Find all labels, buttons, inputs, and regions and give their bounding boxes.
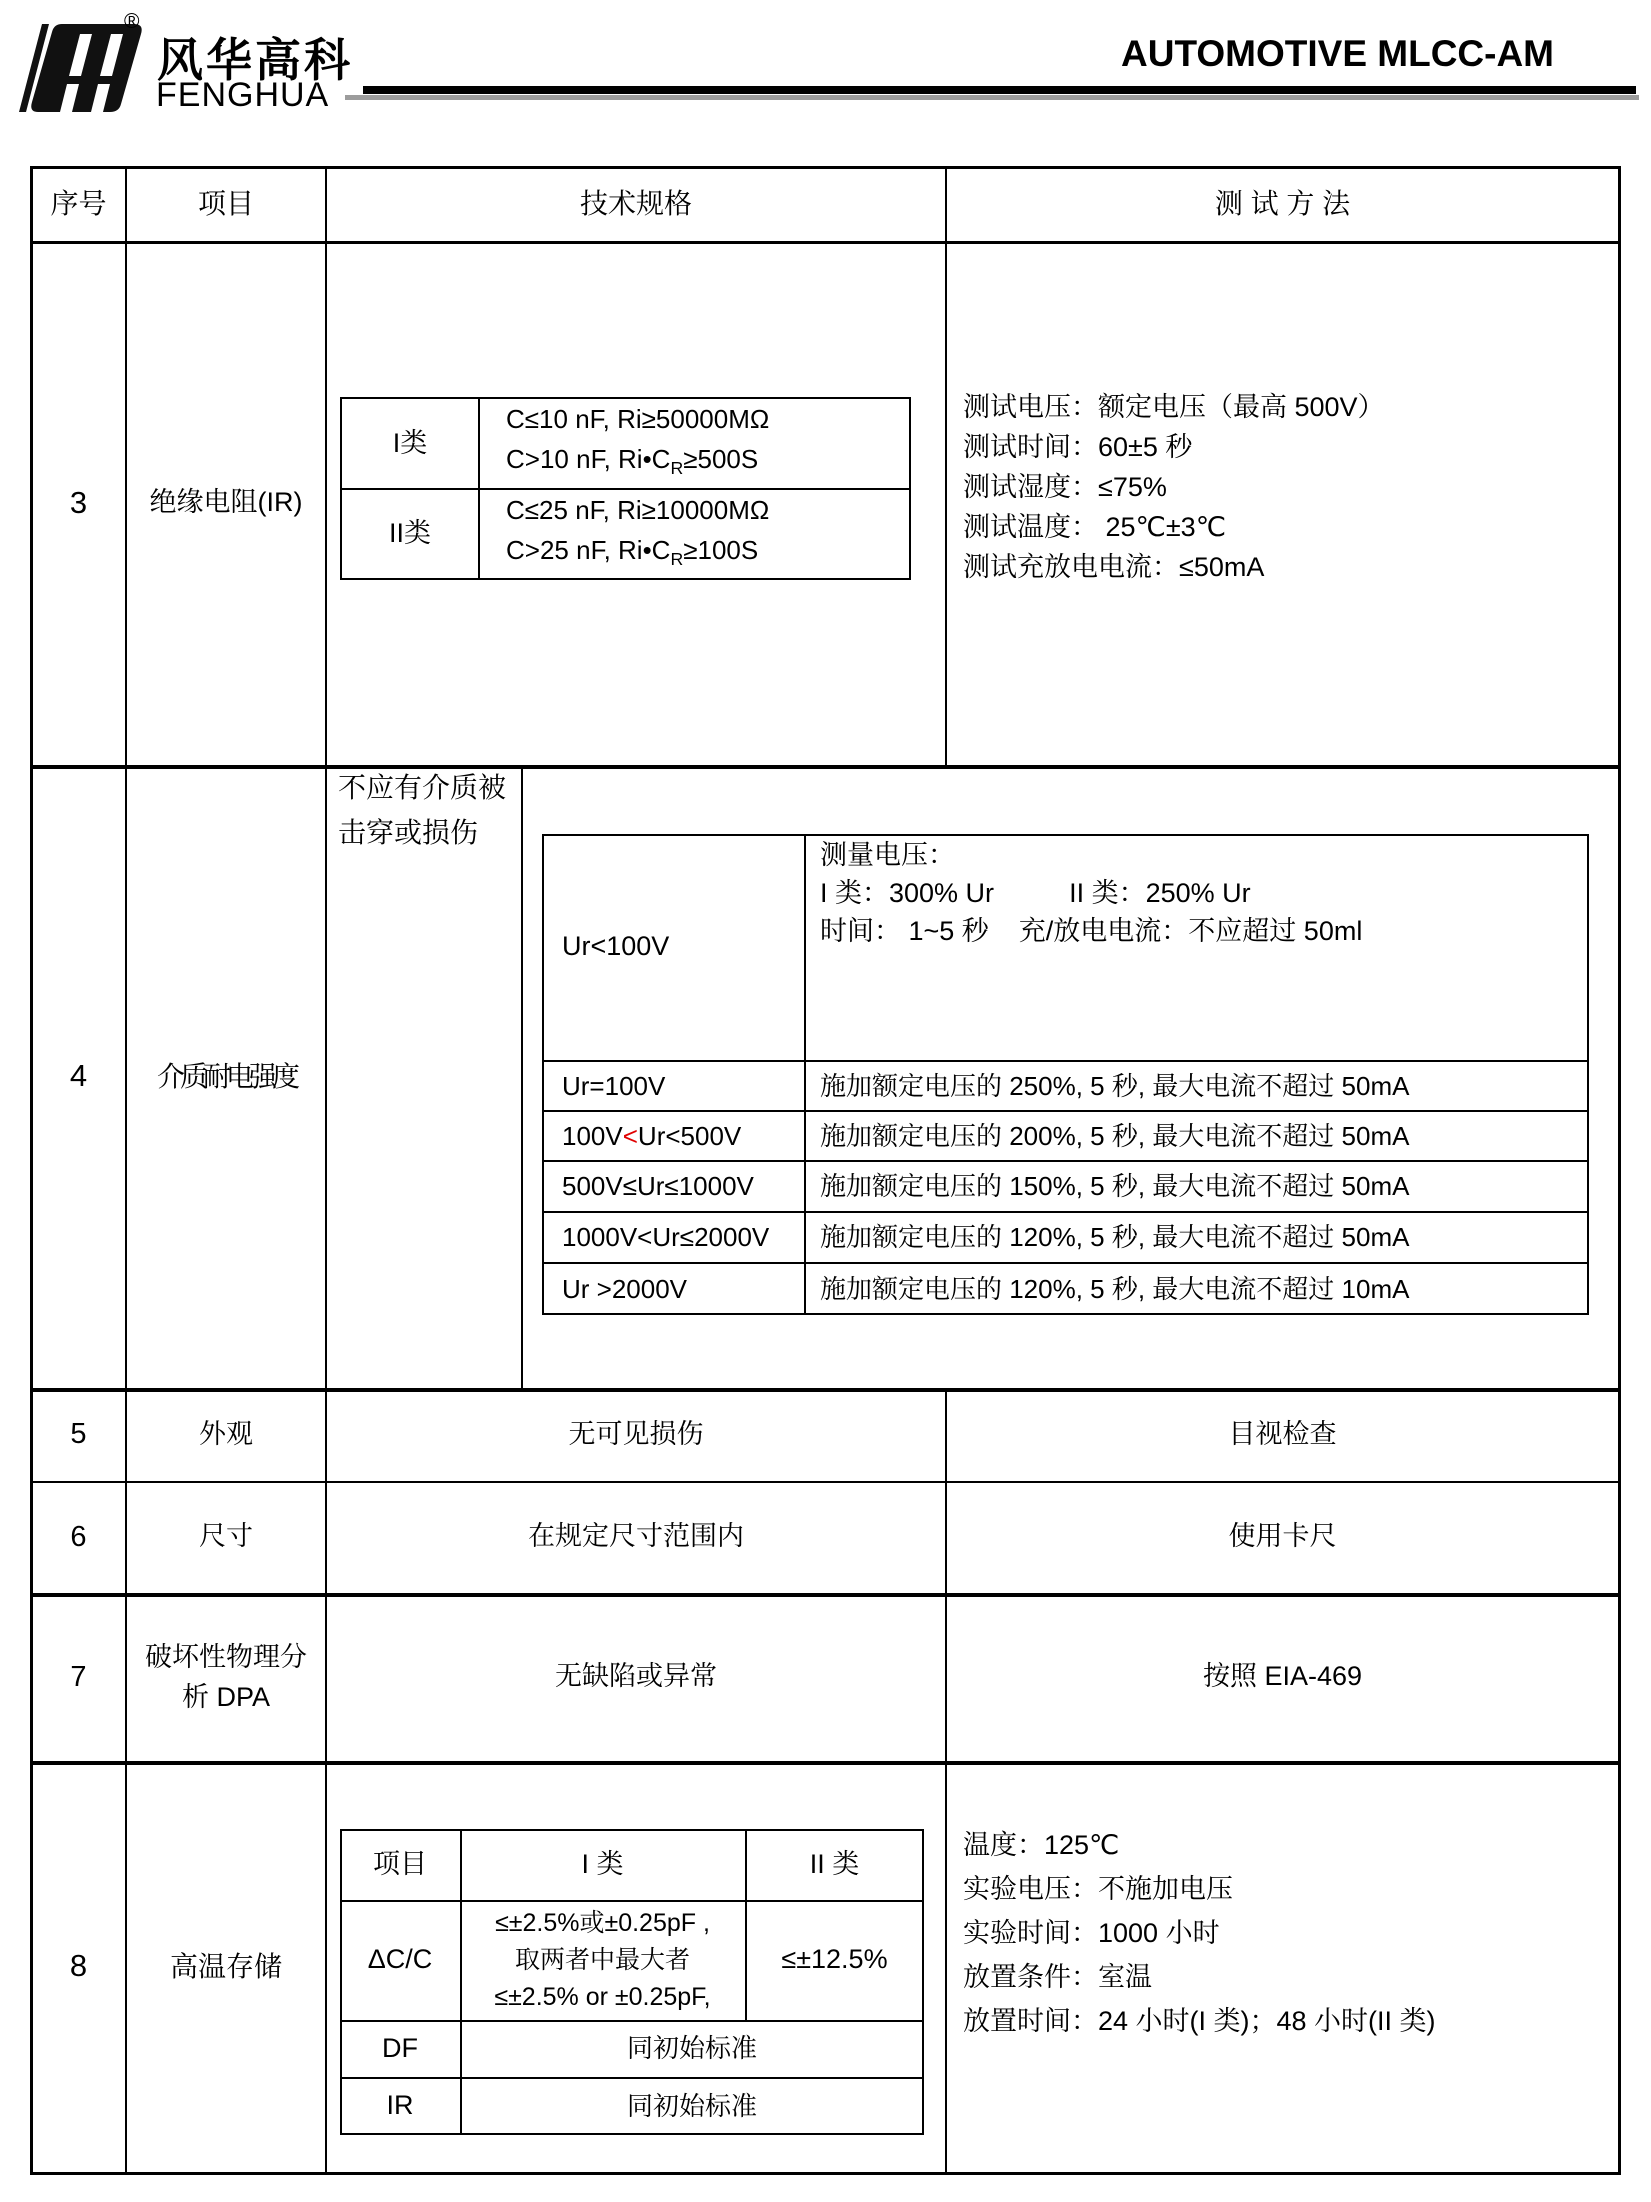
method-line: 测试充放电电流：≤50mA <box>963 552 1265 582</box>
registered-trademark-icon: ® <box>124 10 140 33</box>
storage-dcc-class1 <box>462 1902 743 2018</box>
ir-class2-line2: C>25 nF, $Ri•C_R\ge 100S$ <box>506 535 759 570</box>
voltage-row5-cond: 1000V<Ur≤2000V <box>562 1222 770 1253</box>
storage-dcc-line: ≤±2.5% or ±0.25pF, <box>494 1982 711 2011</box>
storage-dcc-label: ΔC/C <box>367 1944 433 1975</box>
method-line: 实验电压：不施加电压 <box>963 1874 1233 1904</box>
method-line: 放置时间：24 小时(I 类)；48 小时(II 类) <box>963 2006 1436 2036</box>
ir-class2-spec <box>480 490 909 578</box>
method-line: 测试时间：60±5 秒 <box>963 432 1193 462</box>
storage-dcc-class2: ≤±12.5% <box>781 1944 888 1975</box>
method-line: 测试温度： 25℃±3℃ <box>963 512 1227 542</box>
voltage-row3-cond: 100V < Ur<500V <box>562 1120 742 1151</box>
method-line: 实验时间：1000 小时 <box>963 1918 1220 1948</box>
voltage-row4-cond: 500V≤Ur≤1000V <box>562 1171 754 1202</box>
storage-ir-label: IR <box>386 2090 414 2121</box>
row8-method <box>947 1761 1618 2172</box>
row8-item: 高温存储 <box>169 1951 282 1982</box>
row6-no: 6 <box>70 1520 87 1553</box>
method-line: 温度：125℃ <box>963 1830 1120 1860</box>
row6-spec: 在规定尺寸范围内 <box>528 1521 744 1552</box>
voltage-row1-desc <box>806 836 1587 1058</box>
row7-method: 按照 EIA-469 <box>1202 1661 1363 1692</box>
voltage-row6-cond: Ur >2000V <box>562 1274 688 1305</box>
method-line: 放置条件：室温 <box>963 1962 1152 1992</box>
voltage-row2-cond: Ur=100V <box>562 1070 666 1101</box>
row7-spec: 无缺陷或异常 <box>555 1661 717 1692</box>
voltage-row1-line: 时间： 1~5 秒 充/放电电流：不应超过 50ml <box>820 916 1363 946</box>
row6-item: 尺寸 <box>199 1521 253 1552</box>
method-line: 测试湿度：≤75% <box>963 472 1167 502</box>
spec-note-line: 不应有介质被 <box>338 772 507 803</box>
voltage-row2-desc: 施加额定电压的 250%, 5 秒, 最大电流不超过 50mA <box>820 1070 1410 1101</box>
storage-col-item: 项目 <box>373 1848 427 1879</box>
row6-method: 使用卡尺 <box>1228 1521 1337 1552</box>
row4-spec-note <box>327 765 521 1388</box>
ir-class1-line1: C≤10 nF, Ri≥50000MΩ <box>506 404 770 434</box>
storage-df-label: DF <box>382 2032 418 2063</box>
grid-line <box>30 2172 1621 2175</box>
header-rule-black <box>363 86 1636 94</box>
voltage-row5-desc: 施加额定电压的 120%, 5 秒, 最大电流不超过 50mA <box>820 1222 1410 1253</box>
voltage-row3-desc: 施加额定电压的 200%, 5 秒, 最大电流不超过 50mA <box>820 1120 1410 1151</box>
voltage-row4-desc: 施加额定电压的 150%, 5 秒, 最大电流不超过 50mA <box>820 1171 1410 1202</box>
row4-no: 4 <box>69 1058 88 1094</box>
storage-dcc-line: 取两者中最大者 <box>514 1945 690 1974</box>
brand-name-english: FENGHUA <box>156 76 330 114</box>
row5-no: 5 <box>70 1418 87 1451</box>
storage-ir-value: 同初始标准 <box>626 2090 757 2121</box>
col-header-item: 项目 <box>197 188 254 219</box>
storage-col-class1: I 类 <box>581 1848 624 1879</box>
brand-name-chinese: 风华高科 <box>157 34 353 86</box>
row5-method: 目视检查 <box>1228 1418 1337 1449</box>
spec-note-line: 击穿或损伤 <box>338 817 479 848</box>
row4-item: 介质耐电强度 <box>156 1061 295 1092</box>
row3-method <box>947 241 1618 765</box>
ir-class1-spec <box>480 399 909 488</box>
document-title: AUTOMOTIVE MLCC-AM <box>1121 33 1554 74</box>
voltage-row1-line: 测量电压： <box>820 840 955 870</box>
voltage-row1-line: I 类：300% Ur II 类：250% Ur <box>820 878 1251 908</box>
grid-line <box>521 765 523 1388</box>
row8-no: 8 <box>69 1948 88 1984</box>
grid-line <box>1618 166 1621 2175</box>
row7-no: 7 <box>70 1660 87 1693</box>
voltage-row6-desc: 施加额定电压的 120%, 5 秒, 最大电流不超过 10mA <box>820 1274 1410 1305</box>
storage-df-value: 同初始标准 <box>626 2033 757 2064</box>
row5-item: 外观 <box>199 1418 253 1449</box>
ir-class2-line1: C≤25 nF, Ri≥10000MΩ <box>506 495 770 525</box>
row3-item: 绝缘电阻(IR) <box>149 487 303 518</box>
red-less-than-symbol: < <box>622 1120 638 1151</box>
ir-class1-label: I类 <box>392 427 428 458</box>
voltage-row1-cond: Ur<100V <box>562 931 670 962</box>
row5-spec: 无可见损伤 <box>568 1418 704 1449</box>
row3-no: 3 <box>69 484 88 520</box>
storage-col-class2: II 类 <box>809 1848 860 1879</box>
col-header-spec: 技术规格 <box>579 188 692 219</box>
ir-class1-line2: C>10 nF, $Ri•C_R\ge 500S$ <box>506 444 759 479</box>
header-rule-gray <box>345 95 1639 100</box>
ir-class2-label: II类 <box>388 518 431 549</box>
storage-dcc-line: ≤±2.5%或±0.25pF , <box>495 1908 710 1937</box>
method-line: 测试电压：额定电压（最高 500V） <box>963 392 1385 422</box>
col-header-method: 测 试 方 法 <box>1214 188 1351 219</box>
col-header-no: 序号 <box>50 188 107 219</box>
row7-item: 破坏性物理分析 DPA <box>145 1642 307 1712</box>
